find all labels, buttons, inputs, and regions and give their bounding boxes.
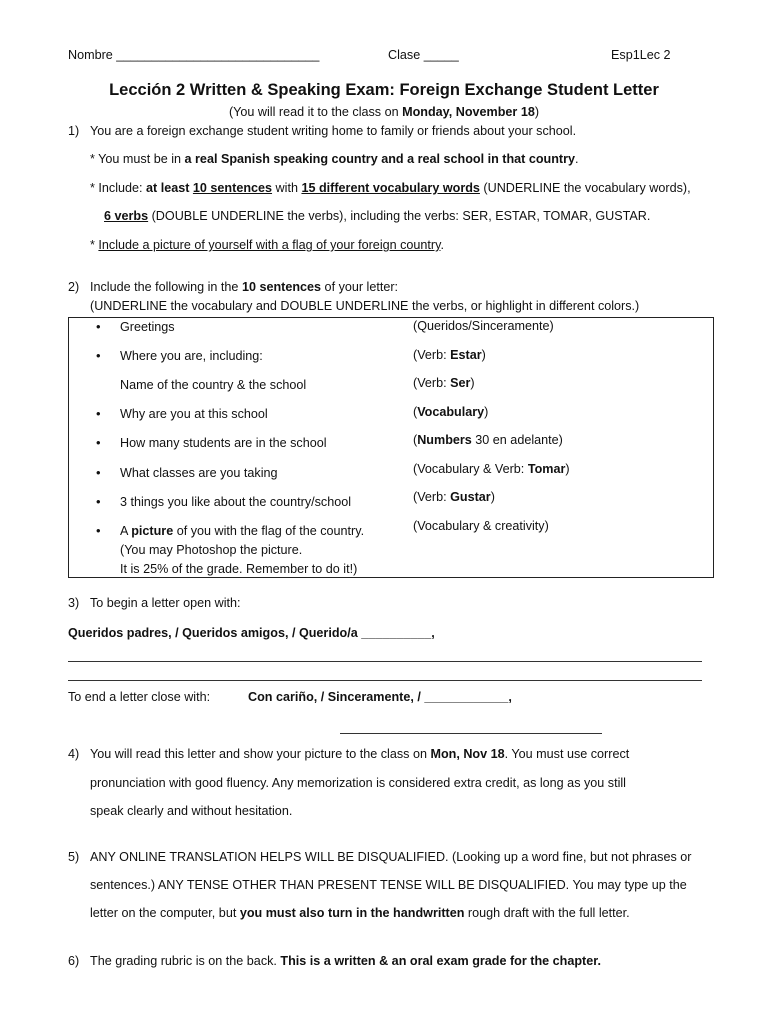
requirement-left-note: It is 25% of the grade. Remember to do it!) — [120, 562, 358, 576]
item2-instructions: (UNDERLINE the vocabulary and DOUBLE UNDERLINE the verbs, or highlight in different colors.) — [90, 299, 640, 313]
bullet-icon: • — [96, 523, 101, 538]
requirement-left: Greetings — [120, 320, 175, 334]
item1-bullet-include: * Include: at least 10 sentences with 15 different vocabulary words (UNDERLINE the vocabulary words), — [90, 181, 691, 195]
bullet-icon: • — [96, 319, 101, 334]
requirement-left: How many students are in the school — [120, 436, 327, 450]
item1-bullet-country: * You must be in a real Spanish speaking country and a real school in that country. — [90, 152, 579, 166]
name-field-label: Nombre _____________________________ — [68, 48, 320, 62]
bullet-icon: • — [96, 465, 101, 480]
item5-text-line: sentences.) ANY TENSE OTHER THAN PRESENT TENSE WILL BE DISQUALIFIED. You may type up the — [90, 878, 687, 892]
item-number: 2) — [68, 280, 80, 294]
course-code: Esp1Lec 2 — [611, 48, 671, 62]
letter-closers: Con cariño, / Sinceramente, / ____________, — [248, 690, 512, 704]
item4-text-line: pronunciation with good fluency. Any memorization is considered extra credit, as long as you still — [90, 776, 626, 790]
item-number: 6) — [68, 954, 80, 968]
requirement-left: Where you are, including: — [120, 349, 263, 363]
signature-line — [340, 733, 602, 734]
requirement-left: 3 things you like about the country/school — [120, 495, 352, 509]
letter-close-label: To end a letter close with: — [68, 690, 211, 704]
bullet-icon: • — [96, 348, 101, 363]
class-field-label: Clase _____ — [388, 48, 459, 62]
requirement-right: (Vocabulary) — [413, 405, 489, 419]
item6-text: The grading rubric is on the back. This is a written & an oral exam grade for the chapter. — [90, 954, 601, 968]
page-subtitle: (You will read it to the class on Monday, November 18) — [228, 105, 540, 119]
item1-bullet-verbs: 6 verbs (DOUBLE UNDERLINE the verbs), including the verbs: SER, ESTAR, TOMAR, GUSTAR. — [104, 209, 651, 223]
requirement-right: (Verb: Estar) — [413, 348, 486, 362]
item2-text: Include the following in the 10 sentences of your letter: — [90, 280, 399, 294]
item-number: 4) — [68, 747, 80, 761]
requirement-right: (Queridos/Sinceramente) — [413, 319, 554, 333]
item5-text-line: ANY ONLINE TRANSLATION HELPS WILL BE DISQUALIFIED. (Looking up a word fine, but not phrases or — [90, 850, 692, 864]
letter-openers: Queridos padres, / Queridos amigos, / Querido/a __________, — [68, 626, 435, 640]
item-number: 3) — [68, 596, 80, 610]
writing-line — [68, 661, 702, 662]
item3-text: To begin a letter open with: — [90, 596, 241, 610]
requirement-right: (Verb: Ser) — [413, 376, 475, 390]
item-number: 5) — [68, 850, 80, 864]
requirement-right: (Vocabulary & Verb: Tomar) — [413, 462, 570, 476]
requirement-left: What classes are you taking — [120, 466, 278, 480]
bullet-icon: • — [96, 435, 101, 450]
item1-text: You are a foreign exchange student writing home to family or friends about your school. — [90, 124, 577, 138]
item4-text-line: speak clearly and without hesitation. — [90, 804, 293, 818]
requirement-right: (Numbers 30 en adelante) — [413, 433, 563, 447]
requirement-left: Why are you at this school — [120, 407, 268, 421]
requirement-left: Name of the country & the school — [120, 378, 307, 392]
item5-text-line: letter on the computer, but you must also turn in the handwritten rough draft with the full letter. — [90, 906, 630, 920]
requirement-right: (Verb: Gustar) — [413, 490, 495, 504]
bullet-icon: • — [96, 406, 101, 421]
item4-text: You will read this letter and show your picture to the class on Mon, Nov 18. You must use correct — [90, 747, 630, 761]
writing-line — [68, 680, 702, 681]
requirement-left-note: (You may Photoshop the picture. — [120, 543, 303, 557]
requirement-left: A picture of you with the flag of the country. — [120, 524, 365, 538]
requirement-right: (Vocabulary & creativity) — [413, 519, 549, 533]
item-number: 1) — [68, 124, 80, 138]
page-title: Lección 2 Written & Speaking Exam: Foreign Exchange Student Letter — [109, 81, 659, 99]
item1-bullet-picture: * Include a picture of yourself with a flag of your foreign country. — [90, 238, 444, 252]
bullet-icon: • — [96, 494, 101, 509]
